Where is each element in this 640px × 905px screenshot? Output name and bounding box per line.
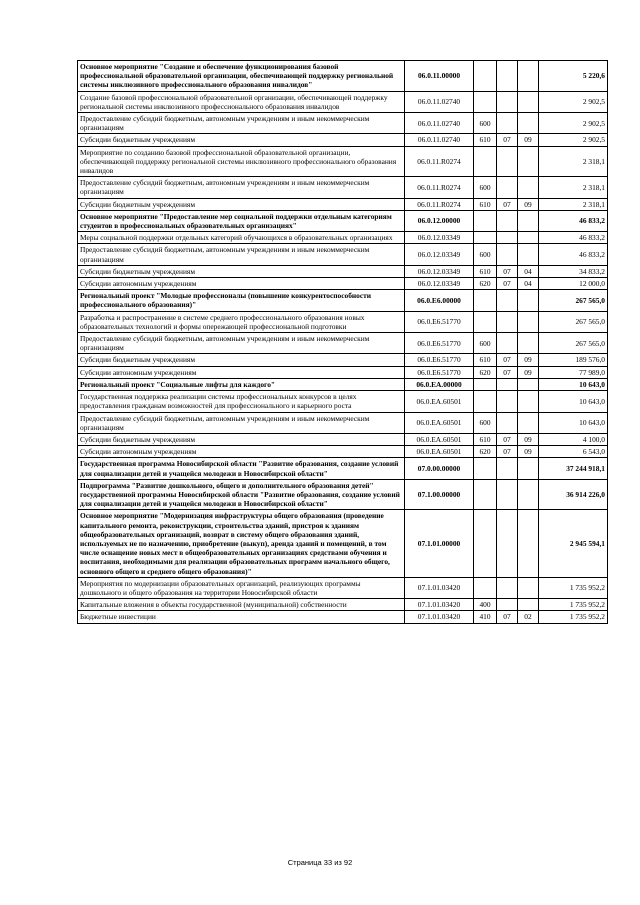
row-pr-cell <box>518 378 539 390</box>
row-vr-cell: 610 <box>474 134 497 146</box>
row-vr-cell: 610 <box>474 433 497 445</box>
row-code-cell: 06.0.11.R0274 <box>405 198 474 210</box>
row-sum-cell: 2 318,1 <box>539 198 608 210</box>
row-vr-cell: 610 <box>474 354 497 366</box>
row-rz-cell <box>497 244 518 265</box>
row-vr-cell <box>474 91 497 112</box>
row-sum-cell: 36 914 226,0 <box>539 479 608 510</box>
row-sum-cell: 1 735 952,2 <box>539 599 608 611</box>
row-sum-cell: 46 833,2 <box>539 232 608 244</box>
row-code-cell: 07.0.00.00000 <box>405 458 474 479</box>
row-name-cell: Предоставление субсидий бюджетным, автономным учреждениям и иным некоммерческим организациям <box>78 244 405 265</box>
row-rz-cell <box>497 311 518 332</box>
row-name-cell: Подпрограмма "Развитие дошкольного, общего и дополнительного образования детей" государственной программы Новосибирской области "Развитие образования, создание условий для социализации детей и учащейся молодежи в Новосибирской области" <box>78 479 405 510</box>
row-code-cell: 06.0.11.00000 <box>405 61 474 92</box>
row-vr-cell: 600 <box>474 412 497 433</box>
row-name-cell: Предоставление субсидий бюджетным, автономным учреждениям и иным некоммерческим организациям <box>78 113 405 134</box>
table-row <box>78 265 608 277</box>
row-rz-cell <box>497 61 518 92</box>
row-name-cell: Мероприятие по созданию базовой профессиональной образовательной организации, обеспечивающей поддержку региональной системы инклюзивного профессионального образования инвалидов <box>78 146 405 177</box>
row-name-cell: Основное мероприятие "Создание и обеспечение функционирования базовой профессиональной образовательной организации, обеспечивающей поддержку региональной системы инклюзивного профессионального образования инвалидов" <box>78 61 405 92</box>
row-rz-cell <box>497 458 518 479</box>
row-pr-cell <box>518 232 539 244</box>
row-vr-cell: 620 <box>474 278 497 290</box>
row-pr-cell <box>518 458 539 479</box>
row-pr-cell <box>518 244 539 265</box>
table-row <box>78 232 608 244</box>
row-vr-cell: 610 <box>474 265 497 277</box>
row-name-cell: Субсидии бюджетным учреждениям <box>78 265 405 277</box>
row-vr-cell: 600 <box>474 113 497 134</box>
row-rz-cell: 07 <box>497 433 518 445</box>
table-row <box>78 198 608 210</box>
table-row <box>78 391 608 412</box>
table-body <box>78 61 608 624</box>
row-rz-cell <box>497 113 518 134</box>
row-sum-cell: 10 643,0 <box>539 391 608 412</box>
row-sum-cell: 2 318,1 <box>539 146 608 177</box>
row-name-cell: Предоставление субсидий бюджетным, автономным учреждениям и иным некоммерческим организациям <box>78 177 405 198</box>
row-rz-cell: 07 <box>497 446 518 458</box>
row-pr-cell <box>518 333 539 354</box>
row-sum-cell: 12 000,0 <box>539 278 608 290</box>
row-vr-cell <box>474 458 497 479</box>
row-rz-cell <box>497 232 518 244</box>
table-row <box>78 354 608 366</box>
row-sum-cell: 77 989,0 <box>539 366 608 378</box>
row-pr-cell <box>518 210 539 231</box>
row-code-cell: 06.0.E6.00000 <box>405 290 474 311</box>
page-footer: Страница 33 из 92 <box>287 858 353 867</box>
row-vr-cell <box>474 290 497 311</box>
row-rz-cell <box>497 479 518 510</box>
row-name-cell: Государственная программа Новосибирской области "Развитие образования, создание условий для социализации детей и учащейся молодежи в Новосибирской области" <box>78 458 405 479</box>
table-row <box>78 134 608 146</box>
row-name-cell: Государственная поддержка реализации системы профессиональных конкурсов в целях предоставления гражданам возможностей для профессионального и карьерного роста <box>78 391 405 412</box>
row-sum-cell: 10 643,0 <box>539 412 608 433</box>
row-vr-cell: 620 <box>474 446 497 458</box>
row-rz-cell <box>497 378 518 390</box>
table-row <box>78 61 608 92</box>
row-name-cell: Бюджетные инвестиции <box>78 611 405 623</box>
row-sum-cell: 4 100,0 <box>539 433 608 445</box>
row-vr-cell: 600 <box>474 177 497 198</box>
row-sum-cell: 10 643,0 <box>539 378 608 390</box>
row-code-cell: 07.1.00.00000 <box>405 479 474 510</box>
row-code-cell: 06.0.EA.00000 <box>405 378 474 390</box>
row-pr-cell: 09 <box>518 354 539 366</box>
row-rz-cell: 07 <box>497 611 518 623</box>
row-pr-cell: 09 <box>518 433 539 445</box>
row-pr-cell: 09 <box>518 198 539 210</box>
row-sum-cell: 6 543,0 <box>539 446 608 458</box>
row-rz-cell <box>497 91 518 112</box>
table-row <box>78 278 608 290</box>
row-sum-cell: 37 244 918,1 <box>539 458 608 479</box>
row-sum-cell: 1 735 952,2 <box>539 577 608 598</box>
row-name-cell: Основное мероприятие "Предоставление мер социальной поддержки отдельным категориям студентов в профессиональных образовательных организациях" <box>78 210 405 231</box>
row-code-cell: 06.0.12.03349 <box>405 278 474 290</box>
row-pr-cell <box>518 113 539 134</box>
row-vr-cell <box>474 146 497 177</box>
budget-table <box>77 60 608 624</box>
table-row <box>78 177 608 198</box>
row-code-cell: 06.0.E6.51770 <box>405 333 474 354</box>
row-code-cell: 07.1.01.03420 <box>405 577 474 598</box>
row-name-cell: Предоставление субсидий бюджетным, автономным учреждениям и иным некоммерческим организациям <box>78 333 405 354</box>
table-row <box>78 577 608 598</box>
row-code-cell: 06.0.12.03349 <box>405 265 474 277</box>
row-sum-cell: 2 902,5 <box>539 134 608 146</box>
row-pr-cell <box>518 577 539 598</box>
row-code-cell: 06.0.12.00000 <box>405 210 474 231</box>
row-code-cell: 06.0.EA.60501 <box>405 446 474 458</box>
row-sum-cell: 1 735 952,2 <box>539 611 608 623</box>
table-row <box>78 366 608 378</box>
row-code-cell: 06.0.EA.60501 <box>405 391 474 412</box>
row-code-cell: 06.0.EA.60501 <box>405 433 474 445</box>
row-rz-cell <box>497 210 518 231</box>
row-sum-cell: 5 220,6 <box>539 61 608 92</box>
table-row <box>78 412 608 433</box>
row-name-cell: Капитальные вложения в объекты государственной (муниципальной) собственности <box>78 599 405 611</box>
row-code-cell: 07.1.01.03420 <box>405 599 474 611</box>
row-rz-cell: 07 <box>497 278 518 290</box>
row-code-cell: 06.0.E6.51770 <box>405 354 474 366</box>
row-vr-cell <box>474 311 497 332</box>
row-name-cell: Субсидии автономным учреждениям <box>78 366 405 378</box>
row-vr-cell <box>474 210 497 231</box>
row-name-cell: Меры социальной поддержки отдельных категорий обучающихся в образовательных организациях <box>78 232 405 244</box>
row-sum-cell: 267 565,0 <box>539 333 608 354</box>
row-rz-cell <box>497 391 518 412</box>
row-pr-cell: 04 <box>518 278 539 290</box>
row-rz-cell: 07 <box>497 198 518 210</box>
row-sum-cell: 267 565,0 <box>539 311 608 332</box>
row-vr-cell: 620 <box>474 366 497 378</box>
table-row <box>78 333 608 354</box>
row-name-cell: Субсидии бюджетным учреждениям <box>78 433 405 445</box>
table-row <box>78 510 608 577</box>
row-vr-cell <box>474 479 497 510</box>
row-pr-cell <box>518 391 539 412</box>
row-pr-cell <box>518 61 539 92</box>
table-row <box>78 113 608 134</box>
table-row <box>78 244 608 265</box>
table-row <box>78 146 608 177</box>
row-name-cell: Региональный проект "Социальные лифты для каждого" <box>78 378 405 390</box>
row-code-cell: 06.0.11.R0274 <box>405 146 474 177</box>
row-rz-cell <box>497 333 518 354</box>
row-pr-cell <box>518 599 539 611</box>
row-name-cell: Субсидии автономным учреждениям <box>78 446 405 458</box>
row-sum-cell: 2 902,5 <box>539 113 608 134</box>
row-code-cell: 06.0.11.02740 <box>405 91 474 112</box>
row-rz-cell <box>497 599 518 611</box>
row-pr-cell <box>518 290 539 311</box>
row-vr-cell <box>474 510 497 577</box>
table-row <box>78 458 608 479</box>
row-name-cell: Мероприятия по модернизации образовательных организаций, реализующих программы дошкольного и общего образования на территории Новосибирской области <box>78 577 405 598</box>
row-rz-cell: 07 <box>497 265 518 277</box>
row-vr-cell <box>474 232 497 244</box>
row-name-cell: Основное мероприятие "Модернизация инфраструктуры общего образования (проведение капитального ремонта, реконструкции, строительства зданий, пристроя к зданиям общеобразовательных организаций, возврат в систему общего образования зданий, используемых не по назначению, приобретение (выкуп), аренда зданий и помещений, в том числе оснащение новых мест в общеобразовательных организациях средствами обучения и воспитания, необходимыми для реализации образовательных программ начального общего, основного общего и среднего общего образования)" <box>78 510 405 577</box>
table-row <box>78 311 608 332</box>
row-rz-cell: 07 <box>497 134 518 146</box>
row-pr-cell <box>518 510 539 577</box>
row-code-cell: 07.1.01.03420 <box>405 611 474 623</box>
row-vr-cell: 610 <box>474 198 497 210</box>
row-sum-cell: 46 833,2 <box>539 210 608 231</box>
row-code-cell: 06.0.EA.60501 <box>405 412 474 433</box>
row-pr-cell <box>518 412 539 433</box>
row-sum-cell: 46 833,2 <box>539 244 608 265</box>
row-name-cell: Субсидии бюджетным учреждениям <box>78 354 405 366</box>
row-name-cell: Субсидии бюджетным учреждениям <box>78 198 405 210</box>
row-sum-cell: 34 833,2 <box>539 265 608 277</box>
table-row <box>78 611 608 623</box>
row-name-cell: Создание базовой профессиональной образовательной организации, обеспечивающей поддержку региональной системы инклюзивного профессионального образования инвалидов <box>78 91 405 112</box>
row-vr-cell: 600 <box>474 333 497 354</box>
row-sum-cell: 2 945 594,1 <box>539 510 608 577</box>
row-code-cell: 06.0.11.02740 <box>405 134 474 146</box>
row-name-cell: Субсидии бюджетным учреждениям <box>78 134 405 146</box>
row-name-cell: Разработка и распространение в системе среднего профессионального образования новых образовательных технологий и формы опережающей профессиональной подготовки <box>78 311 405 332</box>
row-rz-cell <box>497 290 518 311</box>
row-pr-cell: 09 <box>518 446 539 458</box>
row-rz-cell <box>497 577 518 598</box>
table-row <box>78 479 608 510</box>
row-vr-cell: 410 <box>474 611 497 623</box>
row-rz-cell <box>497 177 518 198</box>
row-sum-cell: 2 318,1 <box>539 177 608 198</box>
row-sum-cell: 267 565,0 <box>539 290 608 311</box>
row-rz-cell <box>497 146 518 177</box>
row-vr-cell <box>474 391 497 412</box>
row-rz-cell: 07 <box>497 354 518 366</box>
row-pr-cell: 04 <box>518 265 539 277</box>
row-code-cell: 06.0.11.02740 <box>405 113 474 134</box>
row-vr-cell: 400 <box>474 599 497 611</box>
row-pr-cell: 02 <box>518 611 539 623</box>
row-vr-cell <box>474 577 497 598</box>
row-code-cell: 06.0.11.R0274 <box>405 177 474 198</box>
row-pr-cell <box>518 177 539 198</box>
table-row <box>78 599 608 611</box>
row-pr-cell <box>518 146 539 177</box>
table-row <box>78 290 608 311</box>
row-code-cell: 06.0.E6.51770 <box>405 311 474 332</box>
row-pr-cell <box>518 91 539 112</box>
table-row <box>78 433 608 445</box>
row-vr-cell: 600 <box>474 244 497 265</box>
row-name-cell: Региональный проект "Молодые профессионалы (повышение конкурентоспособности профессионального образования)" <box>78 290 405 311</box>
row-vr-cell <box>474 378 497 390</box>
row-vr-cell <box>474 61 497 92</box>
row-sum-cell: 2 902,5 <box>539 91 608 112</box>
table-row <box>78 210 608 231</box>
table-row <box>78 378 608 390</box>
row-pr-cell: 09 <box>518 366 539 378</box>
row-pr-cell <box>518 479 539 510</box>
row-rz-cell <box>497 510 518 577</box>
table-row <box>78 446 608 458</box>
row-pr-cell <box>518 311 539 332</box>
row-name-cell: Субсидии автономным учреждениям <box>78 278 405 290</box>
row-sum-cell: 189 576,0 <box>539 354 608 366</box>
row-pr-cell: 09 <box>518 134 539 146</box>
row-code-cell: 06.0.12.03349 <box>405 232 474 244</box>
row-code-cell: 06.0.E6.51770 <box>405 366 474 378</box>
row-code-cell: 07.1.01.00000 <box>405 510 474 577</box>
row-rz-cell <box>497 412 518 433</box>
table-row <box>78 91 608 112</box>
row-code-cell: 06.0.12.03349 <box>405 244 474 265</box>
row-name-cell: Предоставление субсидий бюджетным, автономным учреждениям и иным некоммерческим организациям <box>78 412 405 433</box>
row-rz-cell: 07 <box>497 366 518 378</box>
